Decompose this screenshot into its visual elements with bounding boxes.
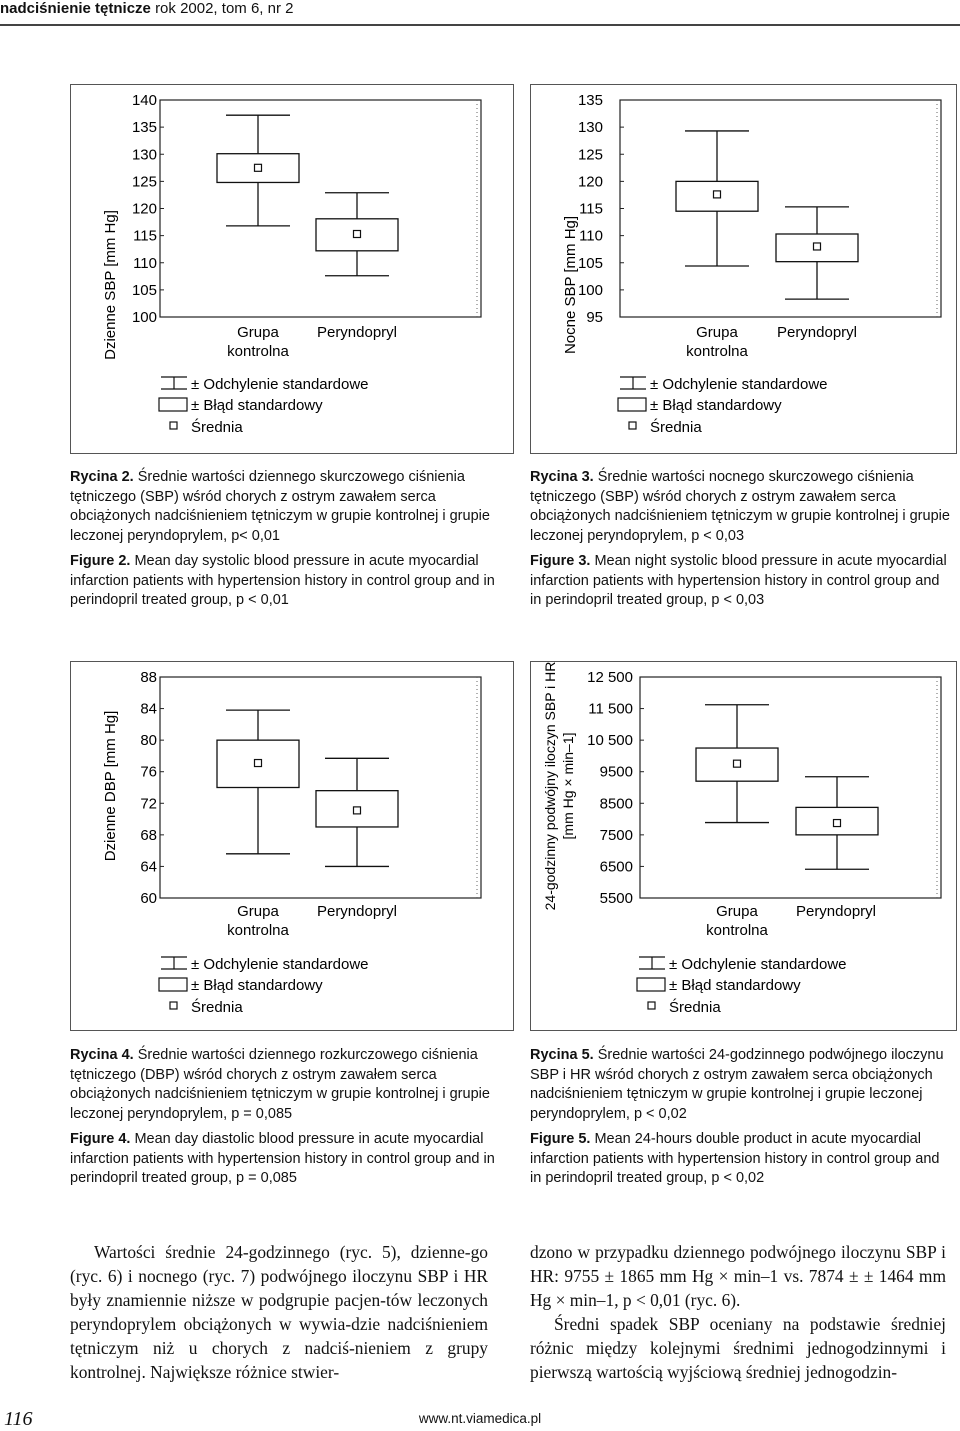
y-tick-label: 125 [577,146,603,164]
body-column-left [70,1240,488,1384]
caption-english [530,1130,950,1189]
figure-5-panel [530,661,957,1031]
box-perindopril [316,758,398,866]
y-tick-label: 84 [140,700,157,718]
plot-frame [620,100,941,317]
box-perindopril [316,193,398,276]
y-tick-label: 95 [586,309,603,326]
caption-english [530,552,950,611]
journal-issue: rok 2002, tom 6, nr 2 [155,0,294,17]
category-label-perindopril: Peryndopryl [316,903,398,920]
legend-mean-label: Średnia [669,999,721,1016]
category-label-perindopril: Peryndopryl [316,324,398,341]
y-tick-label: 110 [579,227,603,245]
y-axis-title: Nocne SBP [mm Hg] [562,215,579,355]
caption-text: Średnie wartości dziennego rozkurczowego ciśnienia tętniczego (DBP) wśród chorych z ostrym zawałem serca obciążonych nadciśnieniem tętniczym w grupie kontrolnej i grupie leczonej peryndoprylem, p = 0,085 [70,1047,490,1122]
y-tick-label: 115 [579,200,603,218]
legend-sd-label: ± Odchylenie standardowe [650,376,828,393]
caption-polish [70,468,514,546]
y-tick-label: 88 [140,669,157,686]
legend-se-icon [159,398,187,411]
figure-4-panel [70,661,514,1031]
y-tick-label: 110 [133,254,157,272]
y-tick-label: 12 500 [587,669,633,686]
figure-2-caption [70,468,514,617]
legend-se-icon [637,978,665,991]
y-tick-label: 100 [131,309,157,326]
y-tick-label: 120 [131,200,157,218]
y-tick-label: 80 [140,732,157,750]
legend [618,376,828,436]
y-tick-label: 115 [133,227,157,245]
legend-mean-label: Średnia [191,419,243,436]
caption-text: Średnie wartości dziennego skurczowego ciśnienia tętniczego (SBP) wśród chorych z ostrym zawałem serca obciążonych nadciśnieniem tętniczym w grupie kontrolnej i grupie leczonej peryndoprylem, p< 0,01 [70,469,490,544]
y-tick-label: 120 [577,173,603,191]
running-header [0,0,960,22]
legend [637,956,847,1016]
mean-marker [354,230,361,237]
legend-mean-icon [170,1002,177,1009]
figure-3-panel [530,84,957,454]
figure-4-chart [71,662,515,1032]
body-column-right [530,1240,946,1384]
caption-label: Figure 4. [70,1131,131,1147]
caption-label: Figure 2. [70,553,131,569]
legend [159,376,369,436]
caption-polish [70,1046,514,1124]
figure-3-caption [530,468,950,617]
category-label-control-line1: Grupa [237,903,279,920]
legend-sd-icon [161,377,187,389]
legend [159,956,369,1016]
category-label-perindopril: Peryndopryl [776,324,858,341]
mean-marker [834,820,841,827]
legend-sd-label: ± Odchylenie standardowe [191,956,369,973]
caption-label: Rycina 5. [530,1047,594,1063]
caption-text: Mean night systolic blood pressure in acute myocardial infarction patients with hypertension history in control group and in perindopril treated group, p < 0,03 [530,553,947,608]
y-axis-title: Dzienne DBP [mm Hg] [102,710,119,862]
y-tick-label: 9500 [599,763,633,781]
legend-se-label: ± Błąd standardowy [650,397,782,414]
caption-label: Rycina 3. [530,469,594,485]
caption-polish [530,1046,950,1124]
plot-frame [640,677,941,898]
mean-marker [714,191,721,198]
y-axis-title-line1: 24-godzinny podwójny iloczyn SBP i HR [542,661,558,911]
legend-se-label: ± Błąd standardowy [191,977,323,994]
box-perindopril [796,777,878,870]
y-tick-label: 68 [140,826,157,844]
caption-label: Figure 3. [530,553,591,569]
legend-mean-label: Średnia [191,999,243,1016]
category-label-control-line2: kontrolna [706,922,768,939]
mean-marker [255,164,262,171]
y-tick-label: 60 [140,890,157,907]
plot-frame [160,677,481,898]
legend-se-label: ± Błąd standardowy [191,397,323,414]
y-tick-label: 72 [140,795,157,813]
mean-marker [354,807,361,814]
box-control-group [696,705,778,823]
journal-name: nadciśnienie tętnicze [0,0,151,17]
legend-sd-icon [620,377,646,389]
caption-text: Mean day systolic blood pressure in acute myocardial infarction patients with hypertension history in control group and in perindopril treated group, p < 0,01 [70,553,495,608]
body-paragraph: Wartości średnie 24-godzinnego (ryc. 5), dzienne-go (ryc. 6) i nocnego (ryc. 7) podwójnego iloczynu SBP i HR były znamiennie niższe w podgrupie pacjen-tów leczonych peryndoprylem obciążonych w wywia-dzie nadciśnieniem tętniczym niż u chorych z nadciś-nieniem z grupy kontrolnej. Największe różnice stwier- [70,1242,488,1382]
caption-label: Rycina 2. [70,469,134,485]
legend-mean-icon [648,1002,655,1009]
caption-english [70,1130,514,1189]
body-paragraph: Średni spadek SBP oceniany na podstawie średniej różnic między kolejnymi średnimi jednogodzinnymi i pierwszą wartością wyjściową średniej jednogodzin- [530,1314,946,1382]
y-tick-label: 64 [140,858,157,876]
legend-mean-label: Średnia [650,419,702,436]
caption-english [70,552,514,611]
legend-sd-icon [639,957,665,969]
category-label-perindopril: Peryndopryl [795,903,877,920]
category-label-control-line2: kontrolna [686,343,748,360]
mean-marker [255,760,262,767]
y-tick-label: 105 [131,281,157,299]
legend-sd-label: ± Odchylenie standardowe [191,376,369,393]
y-tick-label: 8500 [599,795,633,813]
y-tick-label: 105 [577,254,603,272]
legend-mean-icon [170,422,177,429]
figure-3-chart [531,85,958,455]
caption-text: Średnie wartości nocnego skurczowego ciśnienia tętniczego (SBP) wśród chorych z ostrym zawałem serca obciążonych nadciśnieniem tętniczym w grupie kontrolnej i grupie leczonej peryndoprylem, p < 0,03 [530,469,950,544]
footer-url: www.nt.viamedica.pl [418,1411,542,1426]
y-tick-label: 11 500 [588,700,633,718]
y-tick-label: 135 [577,92,603,109]
y-tick-label: 135 [131,119,157,137]
category-label-control-line1: Grupa [237,324,279,341]
legend-se-icon [618,398,646,411]
caption-text: Mean 24-hours double product in acute myocardial infarction patients with hypertension history in control group and in perindopril treated group, p < 0,02 [530,1131,940,1186]
legend-se-icon [159,978,187,991]
box-control-group [676,131,758,266]
mean-marker [734,760,741,767]
category-label-control-line2: kontrolna [227,922,289,939]
plot-frame [160,100,481,317]
y-axis-title-line2: [mm Hg × min–1] [560,732,576,840]
legend-se-label: ± Błąd standardowy [669,977,801,994]
box-control-group [217,115,299,226]
body-paragraph: dzono w przypadku dziennego podwójnego iloczynu SBP i HR: 9755 ± 1865 mm Hg × min–1 vs. 7874 ± ± 1464 mm Hg × min–1, p < 0,01 (ryc. 6). [530,1242,946,1310]
page-number: 116 [4,1408,33,1430]
legend-sd-icon [161,957,187,969]
mean-marker [814,243,821,250]
y-tick-label: 5500 [599,890,633,907]
caption-text: Mean day diastolic blood pressure in acute myocardial infarction patients with hypertension history in control group and in perindopril treated group, p = 0,085 [70,1131,495,1186]
y-axis-title: Dzienne SBP [mm Hg] [102,210,119,360]
y-tick-label: 10 500 [587,732,633,750]
figure-2-chart [71,85,515,455]
caption-label: Figure 5. [530,1131,591,1147]
caption-polish [530,468,950,546]
y-tick-label: 100 [577,281,603,299]
figure-4-caption [70,1046,514,1195]
figure-2-panel [70,84,514,454]
y-tick-label: 7500 [599,826,633,844]
figure-5-caption [530,1046,950,1195]
caption-label: Rycina 4. [70,1047,134,1063]
box-control-group [217,710,299,854]
y-tick-label: 140 [131,92,157,109]
legend-mean-icon [629,422,636,429]
y-tick-label: 76 [140,763,157,781]
figure-5-chart [531,662,958,1032]
category-label-control-line1: Grupa [716,903,758,920]
category-label-control-line1: Grupa [696,324,738,341]
header-rule [0,24,960,26]
category-label-control-line2: kontrolna [227,343,289,360]
y-tick-label: 130 [577,119,603,137]
y-tick-label: 125 [131,173,157,191]
y-tick-label: 6500 [599,858,633,876]
box-perindopril [776,207,858,299]
legend-sd-label: ± Odchylenie standardowe [669,956,847,973]
caption-text: Średnie wartości 24-godzinnego podwójnego iloczynu SBP i HR wśród chorych z ostrym zawałem serca obciążonych nadciśnieniem tętniczym w grupie kontrolnej i grupie leczonej peryndoprylem, p < 0,02 [530,1047,944,1122]
y-tick-label: 130 [131,146,157,164]
